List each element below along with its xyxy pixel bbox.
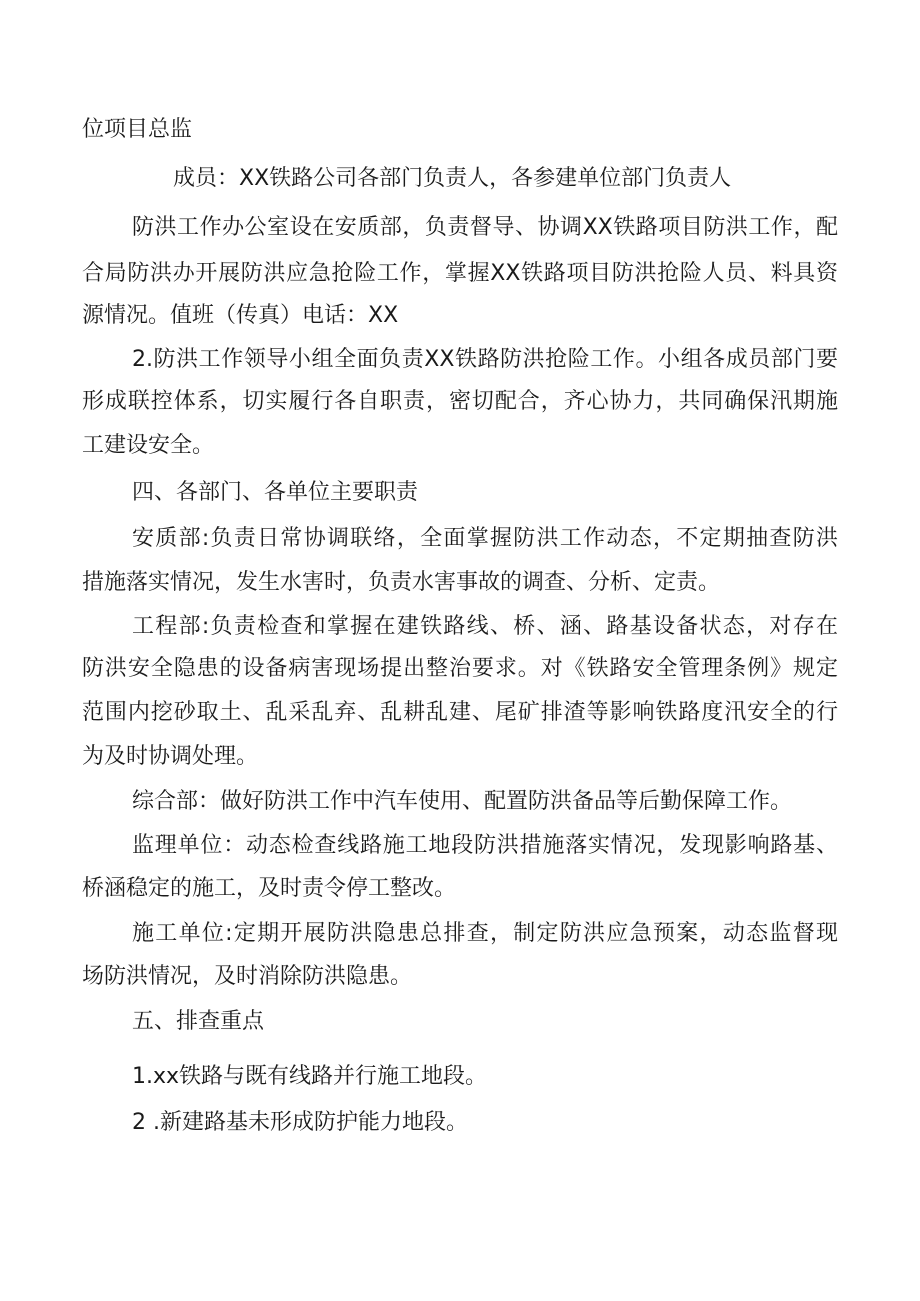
text-line: 防洪安全隐患的设备病害现场提出整治要求。对《铁路安全管理条例》规定 — [82, 656, 838, 681]
text-line: 桥涵稳定的施工，及时责令停工整改。 — [82, 876, 457, 901]
text-line: 监理单位：动态检查线路施工地段防洪措施落实情况，发现影响路基、 — [132, 833, 838, 858]
text-line: 合局防洪办开展防洪应急抢险工作，掌握XX铁路项目防洪抢险人员、料具资 — [82, 261, 838, 286]
list-item: 2 .新建路基未形成防护能力地段。 — [132, 1110, 468, 1135]
text-line: 场防洪情况，及时消除防洪隐患。 — [82, 964, 413, 989]
section-heading: 五、排查重点 — [132, 1009, 265, 1034]
text-line: 综合部：做好防洪工作中汽车使用、配置防洪备品等后勤保障工作。 — [132, 789, 793, 814]
text-line: 位项目总监 — [82, 117, 193, 142]
section-heading: 四、各部门、各单位主要职责 — [132, 480, 419, 505]
text-line: 施工单位:定期开展防洪隐患总排查，制定防洪应急预案，动态监督现 — [132, 921, 838, 946]
text-line: 源情况。值班（传真）电话：XX — [82, 303, 399, 328]
list-item: 1.xx铁路与既有线路并行施工地段。 — [132, 1064, 488, 1089]
text-line: 形成联控体系，切实履行各自职责，密切配合，齐心协力，共同确保汛期施 — [82, 389, 838, 414]
text-line: 安质部:负责日常协调联络，全面掌握防洪工作动态，不定期抽查防洪 — [132, 526, 838, 551]
text-line: 成员：XX铁路公司各部门负责人，各参建单位部门负责人 — [173, 166, 732, 191]
text-line: 范围内挖砂取土、乱采乱弃、乱耕乱建、尾矿排渣等影响铁路度汛安全的行 — [82, 700, 838, 725]
text-line: 措施落实情况，发生水害时，负责水害事故的调查、分析、定责。 — [82, 570, 721, 595]
text-line: 工建设安全。 — [82, 433, 215, 458]
text-line: 2.防洪工作领导小组全面负责XX铁路防洪抢险工作。小组各成员部门要 — [132, 347, 838, 372]
text-line: 工程部:负责检查和掌握在建铁路线、桥、涵、路基设备状态，对存在 — [132, 614, 838, 639]
text-line: 为及时协调处理。 — [82, 744, 259, 769]
text-line: 防洪工作办公室设在安质部，负责督导、协调XX铁路项目防洪工作，配 — [132, 215, 838, 240]
